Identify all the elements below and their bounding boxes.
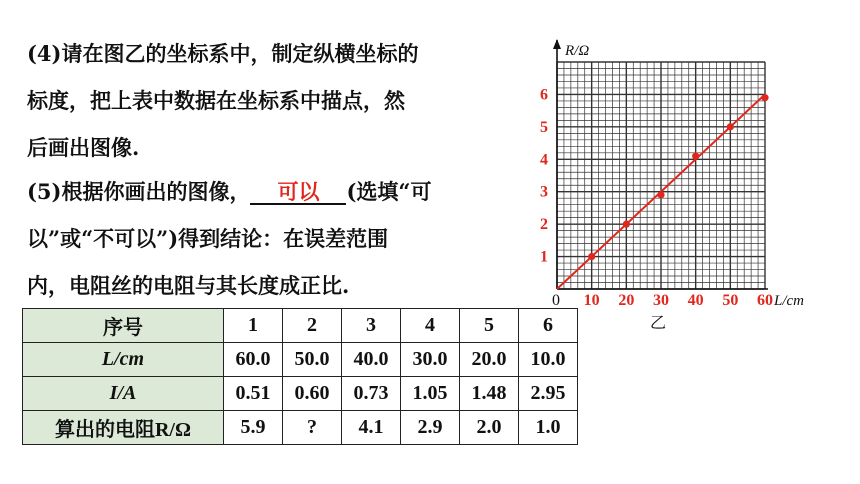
row-header-index: 序号	[23, 309, 224, 343]
x-tick-label: 20	[618, 292, 635, 309]
table-cell: 3	[342, 309, 401, 343]
table-cell: 60.0	[224, 343, 283, 377]
x-tick-label: 50	[722, 292, 739, 309]
question-5-suffix: (选填“可	[346, 179, 432, 204]
table-cell: 0.60	[283, 377, 342, 411]
question-5-prefix: (5)根据你画出的图像，	[27, 179, 251, 204]
row-header-current: I/A	[23, 377, 224, 411]
table-cell: 4	[401, 309, 460, 343]
x-tick-label: 40	[687, 292, 704, 309]
table-cell: 2.9	[401, 411, 460, 445]
table-cell: 5	[460, 309, 519, 343]
row-header-resistance: 算出的电阻R/Ω	[23, 411, 224, 445]
table-cell: 50.0	[283, 343, 342, 377]
data-table	[22, 308, 578, 445]
table-row	[23, 377, 578, 411]
figure-caption: 乙	[649, 313, 667, 332]
question-line-3: 后画出图像.	[27, 135, 140, 160]
data-point	[727, 123, 734, 130]
y-axis-arrow	[553, 39, 561, 49]
x-axis-label: L/cm	[774, 293, 804, 309]
table-row	[23, 343, 578, 377]
x-tick-label: 10	[583, 292, 600, 309]
y-tick-label: 2	[540, 216, 548, 234]
table-cell: 30.0	[401, 343, 460, 377]
table-cell: 5.9	[224, 411, 283, 445]
table-cell: 1.05	[401, 377, 460, 411]
table-cell: 10.0	[519, 343, 578, 377]
y-axis-label: R/Ω	[565, 43, 590, 59]
row-header-length: L/cm	[23, 343, 224, 377]
question-line-5: 以”或“不可以”)得到结论：在误差范围	[27, 226, 389, 251]
table-cell: 1.0	[519, 411, 578, 445]
table-cell: 6	[519, 309, 578, 343]
chart-grid	[557, 62, 765, 289]
y-tick-label: 6	[540, 86, 548, 104]
table-cell: 20.0	[460, 343, 519, 377]
table-cell: 1	[224, 309, 283, 343]
table-cell: 2.95	[519, 377, 578, 411]
question-line-1: (4)请在图乙的坐标系中，制定纵横坐标的	[27, 41, 419, 66]
table-cell: 4.1	[342, 411, 401, 445]
data-point	[657, 191, 664, 198]
table-cell: 0.73	[342, 377, 401, 411]
x-tick-label: 60	[757, 292, 773, 309]
y-tick-label: 1	[540, 248, 548, 266]
table-cell: 2.0	[460, 411, 519, 445]
y-tick-label: 4	[540, 151, 548, 169]
y-tick-label: 3	[540, 183, 548, 201]
table-cell: 2	[283, 309, 342, 343]
data-point	[588, 253, 595, 260]
table-row	[23, 309, 578, 343]
data-point	[692, 152, 699, 159]
question-line-2: 标度，把上表中数据在坐标系中描点，然	[27, 88, 405, 113]
data-point	[623, 221, 630, 228]
table-cell: 40.0	[342, 343, 401, 377]
table-cell: ?	[283, 411, 342, 445]
x-tick-label: 30	[653, 292, 669, 309]
y-tick-label: 5	[540, 118, 548, 136]
data-point	[761, 94, 768, 101]
origin-label: 0	[552, 292, 560, 309]
answer-blank: 可以	[250, 181, 346, 205]
table-cell: 1.48	[460, 377, 519, 411]
table-row	[23, 411, 578, 445]
table-cell: 0.51	[224, 377, 283, 411]
question-line-6: 内，电阻丝的电阻与其长度成正比.	[27, 273, 350, 298]
